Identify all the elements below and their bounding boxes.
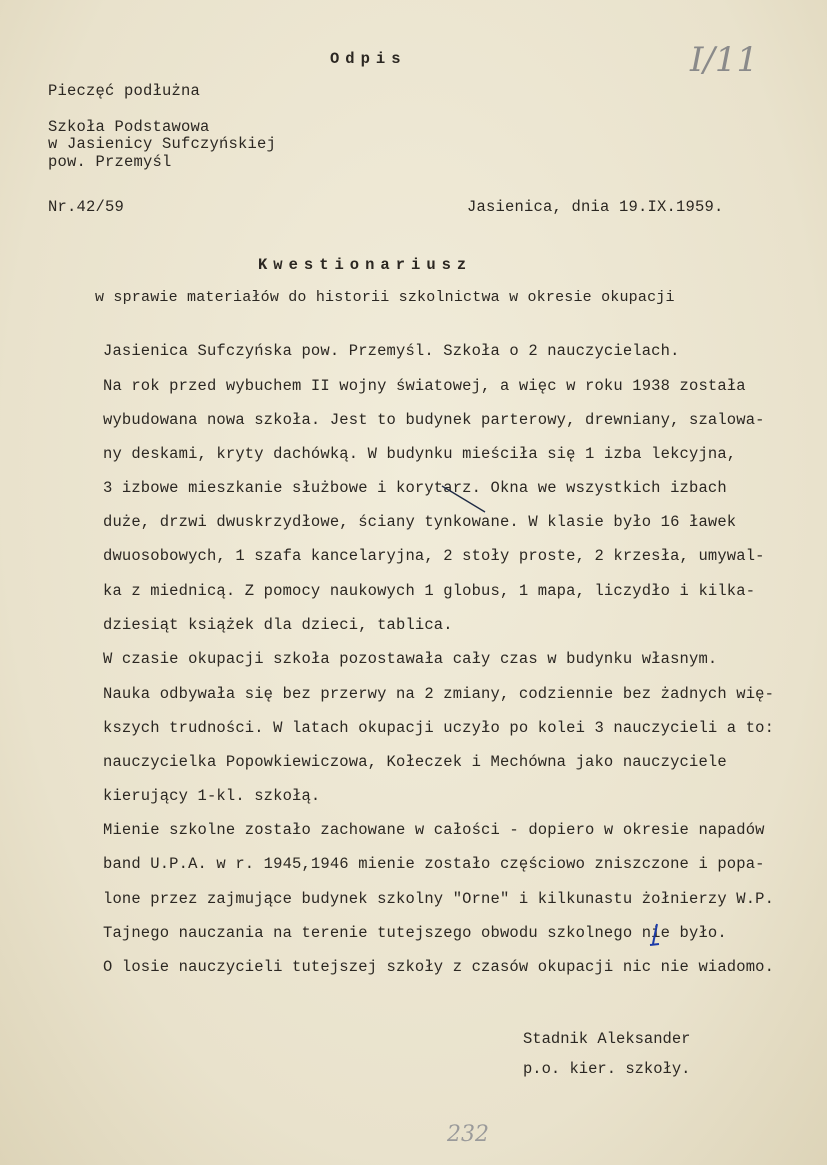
pen-correction-mark (440, 482, 490, 516)
body-line: ka z miednicą. Z pomocy naukowych 1 globus, 1 mapa, liczydło i kilka- (103, 582, 756, 600)
body-line: Mienie szkolne zostało zachowane w całości - dopiero w okresie napadów (103, 821, 765, 839)
body-line: dwuosobowych, 1 szafa kancelaryjna, 2 stoły proste, 2 krzesła, umywal- (103, 547, 765, 565)
body-line: kszych trudności. W latach okupacji uczyło po kolei 3 nauczycieli a to: (103, 719, 775, 737)
body-line: wybudowana nowa szkoła. Jest to budynek parterowy, drewniany, szalowa- (103, 411, 765, 429)
body-line: Na rok przed wybuchem II wojny światowej, a więc w roku 1938 została (103, 377, 746, 395)
body-line: kierujący 1-kl. szkołą. (103, 787, 321, 805)
body-line: band U.P.A. w r. 1945,1946 mienie zostało częściowo zniszczone i popa- (103, 855, 765, 873)
body-line: dziesiąt książek dla dzieci, tablica. (103, 616, 453, 634)
body-line: ny deskami, kryty dachówką. W budynku mieściła się 1 izba lekcyjna, (103, 445, 737, 463)
body-line: nauczycielka Popowkiewiczowa, Kołeczek i Mechówna jako nauczyciele (103, 753, 727, 771)
body-line: Tajnego nauczania na terenie tutejszego obwodu szkolnego nie było. (103, 924, 727, 942)
body-line: W czasie okupacji szkoła pozostawała cały czas w budynku własnym. (103, 650, 718, 668)
body-line: Jasienica Sufczyńska pow. Przemyśl. Szkoła o 2 nauczycielach. (103, 342, 680, 360)
body-line: 3 izbowe mieszkanie służbowe i korytarz. Okna we wszystkich izbach (103, 479, 727, 497)
school-line-3: pow. Przemyśl (48, 153, 172, 171)
body-line: O losie nauczycieli tutejszej szkoły z czasów okupacji nic nie wiadomo. (103, 958, 775, 976)
page-number: 232 (447, 1122, 489, 1147)
signature-role: p.o. kier. szkoły. (523, 1060, 691, 1078)
body-line: duże, drzwi dwuskrzydłowe, ściany tynkowane. W klasie było 16 ławek (103, 513, 737, 531)
pen-correction-mark (648, 922, 662, 948)
school-line-1: Szkoła Podstawowa (48, 118, 210, 136)
signature-name: Stadnik Aleksander (523, 1030, 691, 1048)
archive-mark: I/11 (690, 40, 759, 80)
stamp-label: Pieczęć podłużna (48, 82, 201, 100)
questionnaire-heading: Kwestionariusz (258, 256, 473, 274)
school-line-2: w Jasienicy Sufczyńskiej (48, 135, 277, 153)
body-line: lone przez zajmujące budynek szkolny "Orne" i kilkunastu żołnierzy W.P. (103, 890, 775, 908)
place-date: Jasienica, dnia 19.IX.1959. (467, 198, 724, 216)
reference-number: Nr.42/59 (48, 198, 125, 216)
questionnaire-subtitle: w sprawie materiałów do historii szkolnictwa w okresie okupacji (95, 289, 675, 306)
document-title: Odpis (330, 50, 407, 68)
body-line: Nauka odbywała się bez przerwy na 2 zmiany, codziennie bez żadnych wię- (103, 685, 775, 703)
